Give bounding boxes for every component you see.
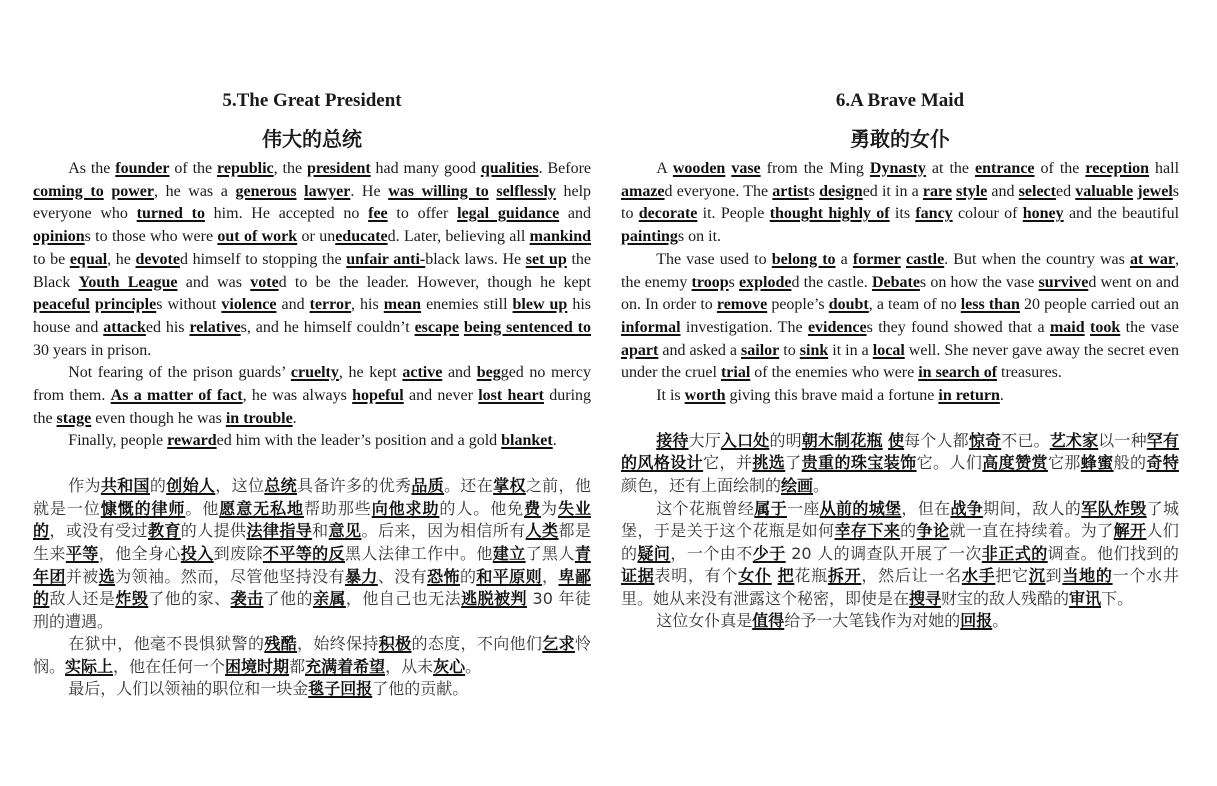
vocab-term: 女仆	[738, 566, 772, 586]
vocab-term: remove	[716, 296, 768, 314]
vocab-term: in return	[938, 387, 1000, 405]
vocab-term: 回报	[960, 611, 993, 631]
vocab-term: 愿意无私地	[219, 498, 304, 518]
vocab-term: doubt	[828, 296, 869, 314]
vocab-term: took	[1090, 318, 1121, 336]
story-5-column	[33, 88, 591, 701]
vocab-term: 和平原则	[476, 566, 543, 586]
vocab-term: 罕有的风格设计	[621, 430, 1179, 473]
section-gap	[33, 453, 591, 475]
vocab-term: 毯子回报	[308, 679, 373, 699]
vocab-term: devote	[135, 250, 180, 268]
vocab-term: 朝木制花瓶	[801, 430, 883, 450]
vocab-term: reception	[1085, 160, 1150, 177]
vocab-term: principle	[94, 296, 157, 314]
vocab-term: terror	[309, 296, 352, 314]
vocab-term: evidence	[807, 318, 867, 336]
vocab-term: out of work	[217, 228, 298, 246]
vocab-term: 高度赞赏	[982, 453, 1048, 473]
paragraph: As the founder of the republic, the president had many good qualities. Before coming to power, he was a generous lawyer. He was willing to selflessly help everyone who turned to him. He accepted no fee to offer legal guidance and opinions to those who were out of work or uneducated. Later, believing all mankind to be equal, he devoted himself to stopping the unfair anti-black laws. He set up the Black Youth League and was voted to be the leader. However, though he kept peaceful principles without violence and terror, his mean enemies still blew up his house and attacked his relatives, and he himself couldn’t escape being sentenced to 30 years in prison.	[33, 160, 592, 359]
vocab-term: 乞求	[542, 634, 575, 654]
vocab-term: 投入	[180, 543, 214, 563]
vocab-term: 共和国	[100, 476, 150, 496]
vocab-term: 战争	[950, 498, 984, 518]
story-5-english-text	[33, 158, 591, 453]
vocab-term: republic	[217, 160, 274, 177]
vocab-term: 创始人	[166, 476, 216, 496]
story-6-title-en: 6.A Brave Maid	[835, 90, 965, 111]
vocab-term: 青年团	[33, 543, 591, 586]
vocab-term: 费	[524, 498, 542, 518]
vocab-term: apart	[621, 341, 659, 359]
vocab-term: As a matter of fact	[110, 387, 243, 405]
story-6-title-zh: 勇敢的女仆	[850, 127, 950, 151]
vocab-term: troop	[691, 273, 729, 291]
vocab-term: educate	[335, 228, 388, 246]
vocab-term: selflessly	[496, 182, 556, 200]
vocab-term: 向他求助	[371, 498, 440, 518]
vocab-term: 充满着希望	[305, 656, 386, 676]
vocab-term: 总统	[264, 476, 297, 496]
vocab-term: lost heart	[478, 387, 544, 405]
vocab-term: amaze	[621, 182, 665, 200]
vocab-term: decorate	[638, 205, 698, 223]
vocab-term: 水手	[961, 566, 996, 586]
vocab-term: 品质	[411, 476, 445, 496]
vocab-term: 灰心	[433, 656, 466, 676]
vocab-term: 当地的	[1062, 566, 1113, 586]
story-6-column	[621, 88, 1179, 633]
paragraph: The vase used to belong to a former castle. But when the country was at war, the enemy troops exploded the castle. Debates on how the vase survived went on and on. In order to remove people’s doubt, a team of no less than 20 people carried out an informal investigation. The evidences they found showed that a maid took the vase apart and asked a sailor to sink it in a local well. She never gave away the secret even under the cruel trial of the enemies who were in search of treasures.	[621, 250, 1180, 382]
vocab-term: fancy	[915, 205, 953, 223]
vocab-term: 人类	[525, 521, 559, 541]
vocab-term: 绘画	[781, 475, 814, 495]
vocab-term: rare	[922, 182, 952, 200]
paragraph: It is worth giving this brave maid a fortune in return.	[656, 387, 1004, 405]
vocab-term: 建立	[492, 543, 526, 563]
vocab-term: 疑问	[637, 543, 671, 563]
vocab-term: artist	[772, 182, 809, 200]
vocab-term: select	[1018, 182, 1056, 200]
vocab-term: coming to	[33, 182, 104, 200]
vocab-term: peaceful	[33, 296, 90, 314]
vocab-term: belong to	[771, 250, 836, 268]
paragraph: 这位女仆真是值得给予一大笔钱作为对她的回报。	[656, 611, 1009, 631]
vocab-term: former	[852, 250, 901, 268]
vocab-term: 沉	[1028, 566, 1046, 586]
vocab-term: president	[306, 160, 371, 177]
vocab-term: 惊奇	[968, 430, 1002, 450]
vocab-term: honey	[1022, 205, 1064, 223]
vocab-term: unfair anti-	[346, 250, 426, 268]
vocab-term: maid	[1049, 318, 1085, 336]
vocab-term: informal	[621, 318, 681, 336]
vocab-term: design	[819, 182, 863, 200]
vocab-term: 平等	[65, 543, 99, 563]
vocab-term: 蜂蜜	[1080, 453, 1114, 473]
vocab-term: 恐怖	[427, 566, 460, 586]
vocab-term: beg	[476, 364, 501, 382]
vocab-term: sailor	[741, 341, 780, 359]
vocab-term: in trouble	[225, 409, 293, 427]
vocab-term: 实际上	[65, 656, 114, 676]
vocab-term: vase	[731, 160, 761, 177]
paragraph: 接待大厅入口处的明朝木制花瓶 使每个人都惊奇不已。艺术家以一种罕有的风格设计它，并挑选了贵重的珠宝装饰它。人们高度赞赏它那蜂蜜般的奇特颜色，还有上面绘制的绘画。	[621, 430, 1179, 495]
vocab-term: Debate	[871, 273, 920, 291]
vocab-term: active	[402, 364, 443, 382]
vocab-term: Dynasty	[869, 160, 926, 177]
vocab-term: 残酷	[264, 634, 298, 654]
vocab-term: violence	[221, 296, 277, 314]
vocab-term: 失业的	[33, 498, 591, 541]
vocab-term: legal guidance	[457, 205, 560, 223]
vocab-term: 非正式的	[981, 543, 1048, 563]
vocab-term: 艺术家	[1049, 430, 1099, 450]
vocab-term: 从前的城堡	[819, 498, 902, 518]
paragraph: 这个花瓶曾经属于一座从前的城堡，但在战争期间，敌人的军队炸毁了城堡，于是关于这个花瓶是如何幸存下来的争论就一直在持续着。为了解开人们的疑问，一个由不少于 20 人的调查队开展了一次非正式的调查。他们找到的证据表明，有个女仆 把花瓶拆开，然后让一名水手把它沉到当地的一个水井里。她从来没有泄露这个秘密，即使是在搜寻财宝的敌人残酷的审讯下。	[621, 498, 1179, 608]
vocab-term: 少于	[752, 543, 786, 563]
vocab-term: qualities	[480, 160, 539, 177]
vocab-term: explode	[739, 273, 792, 291]
vocab-term: Youth League	[78, 273, 178, 291]
vocab-term: 逃脱被判	[461, 589, 527, 609]
story-5-chinese-text	[33, 475, 591, 701]
vocab-term: wooden	[672, 160, 726, 177]
vocab-term: attack	[103, 318, 146, 336]
vocab-term: relative	[189, 318, 241, 336]
vocab-term: stage	[56, 409, 92, 427]
vocab-term: at war	[1129, 250, 1176, 268]
vocab-term: mankind	[529, 228, 592, 246]
vocab-term: vote	[250, 273, 279, 291]
story-6-chinese-text	[621, 430, 1179, 633]
vocab-term: hopeful	[352, 387, 404, 405]
vocab-term: 奇特	[1146, 453, 1179, 473]
vocab-term: set up	[525, 250, 567, 268]
vocab-term: castle	[905, 250, 945, 268]
vocab-term: 把	[777, 566, 795, 586]
vocab-term: 选	[98, 566, 116, 586]
vocab-term: less than	[960, 296, 1020, 314]
vocab-term: style	[956, 182, 988, 200]
vocab-term: 证据	[621, 566, 655, 586]
story-5-title-zh: 伟大的总统	[262, 127, 362, 151]
section-gap	[621, 408, 1179, 430]
vocab-term: 挑选	[752, 453, 786, 473]
vocab-term: 接待	[656, 430, 689, 450]
vocab-term: 贵重的珠宝装饰	[801, 453, 917, 473]
paragraph: Finally, people rewarded him with the leader’s position and a gold blanket.	[68, 432, 557, 450]
vocab-term: thought highly of	[769, 205, 890, 223]
vocab-term: blanket	[501, 432, 553, 450]
vocab-term: opinion	[33, 228, 85, 246]
vocab-term: was willing to	[388, 182, 489, 200]
vocab-term: 教育	[147, 521, 181, 541]
story-5-title-en: 5.The Great President	[222, 90, 402, 111]
paragraph: 作为共和国的创始人，这位总统具备许多的优秀品质。还在掌权之前，他就是一位慷慨的律师。他愿意无私地帮助那些向他求助的人。他免费为失业的，或没有受过教育的人提供法律指导和意见。后来，因为相信所有人类都是生来平等，他全身心投入到废除不平等的反黑人法律工作中。他建立了黑人青年团并被选为领袖。然而，尽管他坚持没有暴力、没有恐怖的和平原则，卑鄙的敌人还是炸毁了他的家、袭击了他的亲属，他自己也无法逃脱被判 30 年徒刑的遭遇。	[33, 476, 591, 631]
vocab-term: being sentenced to	[463, 318, 592, 336]
vocab-term: lawyer	[304, 182, 351, 200]
vocab-term: local	[872, 341, 905, 359]
vocab-term: 意见	[328, 521, 362, 541]
vocab-term: 暴力	[344, 566, 378, 586]
vocab-term: reward	[167, 432, 217, 450]
vocab-term: 困境时期	[225, 656, 290, 676]
vocab-term: power	[111, 182, 154, 200]
vocab-term: valuable	[1075, 182, 1134, 200]
vocab-term: 值得	[752, 611, 785, 631]
vocab-term: 积极	[378, 634, 412, 654]
vocab-term: worth	[684, 387, 726, 405]
vocab-term: 争论	[916, 521, 950, 541]
vocab-term: entrance	[975, 160, 1035, 177]
vocab-term: 幸存下来	[834, 521, 901, 541]
vocab-term: painting	[621, 228, 678, 246]
vocab-term: jewel	[1137, 182, 1173, 200]
vocab-term: 炸毁	[115, 589, 149, 609]
vocab-term: 使	[887, 430, 905, 450]
vocab-term: 法律指导	[246, 521, 313, 541]
vocab-term: 入口处	[720, 430, 770, 450]
vocab-term: 亲属	[312, 589, 346, 609]
paragraph: Not fearing of the prison guards’ cruelty, he kept active and begged no mercy from them. As a matter of fact, he was always hopeful and never lost heart during the stage even though he was in trouble.	[33, 364, 592, 427]
vocab-term: 掌权	[493, 476, 526, 496]
vocab-term: mean	[383, 296, 422, 314]
vocab-term: escape	[414, 318, 460, 336]
vocab-term: 属于	[754, 498, 787, 518]
paragraph: 最后，人们以领袖的职位和一块金毯子回报了他的贡献。	[68, 679, 469, 699]
vocab-term: 审讯	[1069, 588, 1102, 608]
vocab-term: cruelty	[290, 364, 339, 382]
vocab-term: 卑鄙的	[33, 566, 591, 609]
vocab-term: generous	[235, 182, 297, 200]
vocab-term: 不平等的反	[262, 543, 346, 563]
vocab-term: survive	[1038, 273, 1089, 291]
vocab-term: equal	[69, 250, 108, 268]
vocab-term: 拆开	[827, 566, 862, 586]
vocab-term: trial	[720, 364, 751, 382]
vocab-term: sink	[799, 341, 829, 359]
vocab-term: turned to	[136, 205, 205, 223]
vocab-term: 搜寻	[909, 588, 942, 608]
vocab-term: 军队炸毁	[1081, 498, 1147, 518]
vocab-term: 袭击	[230, 589, 264, 609]
story-6-english-text	[621, 158, 1179, 408]
vocab-term: blew up	[512, 296, 568, 314]
vocab-term: 慷慨的律师	[100, 498, 186, 518]
vocab-term: in search of	[918, 364, 998, 382]
vocab-term: fee	[368, 205, 388, 223]
vocab-term: 解开	[1113, 521, 1147, 541]
paragraph: A wooden vase from the Ming Dynasty at the entrance of the reception hall amazed everyone. The artists designed it in a rare style and selected valuable jewels to decorate it. People thought highly of its fancy colour of honey and the beautiful paintings on it.	[621, 160, 1180, 246]
paragraph: 在狱中，他毫不畏惧狱警的残酷，始终保持积极的态度，不向他们乞求怜悯。实际上，他在任何一个困境时期都充满着希望，从未灰心。	[33, 634, 591, 676]
vocab-term: founder	[115, 160, 170, 177]
